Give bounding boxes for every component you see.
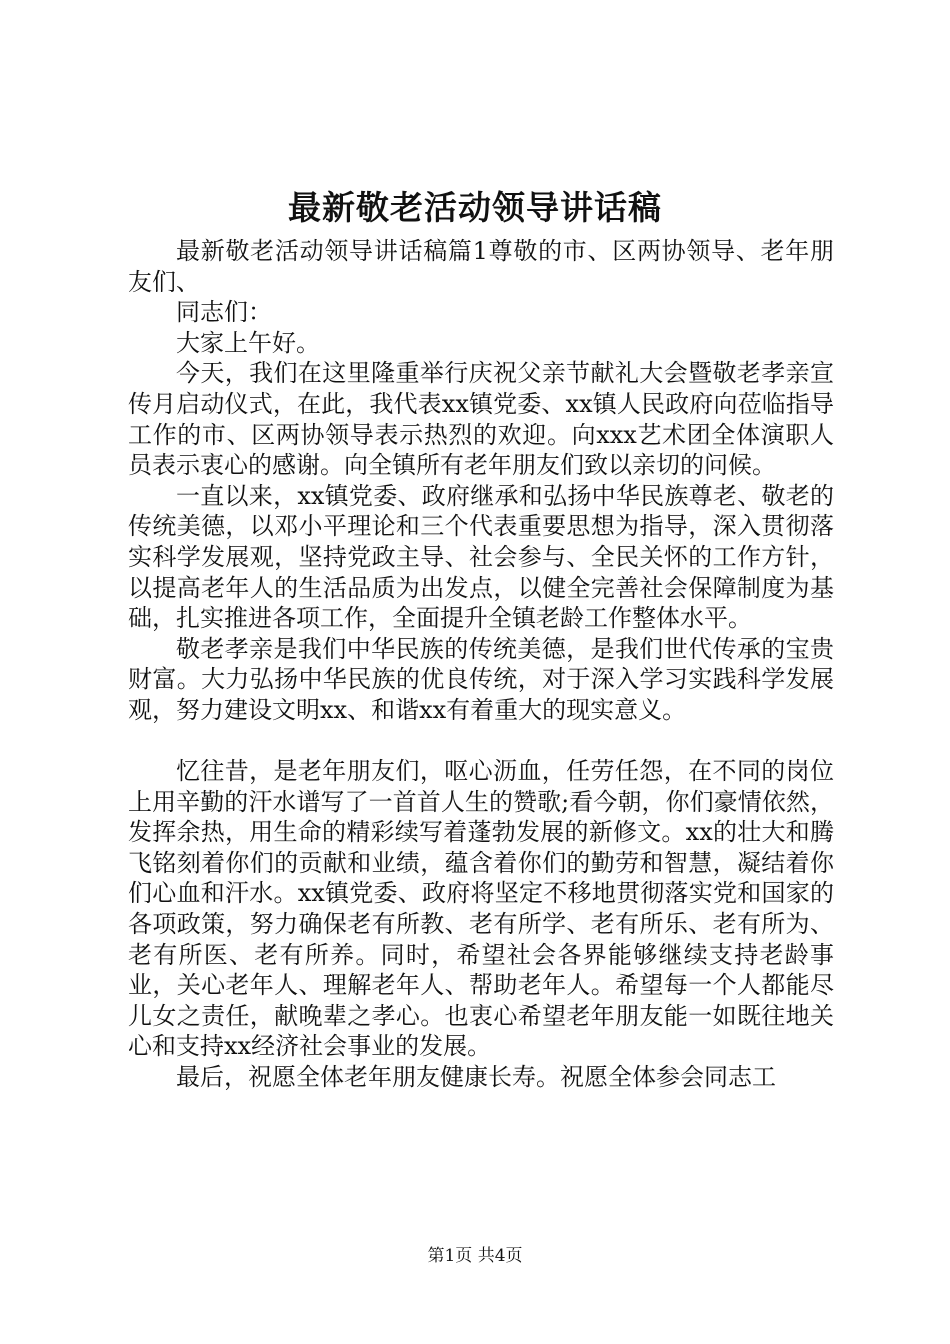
- page-number-footer: 第1页 共4页: [427, 1246, 523, 1266]
- paragraph-opening: 最新敬老活动领导讲话稿篇1尊敬的市、区两协领导、老年朋友们、: [128, 237, 834, 296]
- paragraph-achievements: 一直以来，xx镇党委、政府继承和弘扬中华民族尊老、敬老的传统美德，以邓小平理论和三个代表重要思想为指导，深入贯彻落实科学发展观，坚持党政主导、社会参与、全民关怀的工作方针，以提高老年人的生活品质为出发点，以健全完善社会保障制度为基础，扎实推进各项工作，全面提升全镇老龄工作整体水平。: [128, 481, 834, 633]
- paragraph-closing: 最后，祝愿全体老年朋友健康长寿。祝愿全体参会同志工: [176, 1063, 776, 1092]
- document-body: [128, 236, 834, 1093]
- paragraph-greeting: 大家上午好。: [176, 328, 320, 357]
- paragraph-spacer: [128, 726, 834, 757]
- paragraph-reflection: 忆往昔，是老年朋友们，呕心沥血，任劳任怨，在不同的岗位上用辛勤的汗水谱写了一首首人生的赞歌;看今朝，你们豪情依然，发挥余热，用生命的精彩续写着蓬勃发展的新修文。xx的壮大和腾飞铭刻着你们的贡献和业绩，蕴含着你们的勤劳和智慧，凝结着你们心血和汗水。xx镇党委、政府将坚定不移地贯彻落实党和国家的各项政策，努力确保老有所教、老有所学、老有所乐、老有所为、老有所医、老有所养。同时，希望社会各界能够继续支持老龄事业，关心老年人、理解老年人、帮助老年人。希望每一个人都能尽儿女之责任，献晚辈之孝心。也衷心希望老年朋友能一如既往地关心和支持xx经济社会事业的发展。: [128, 757, 834, 1061]
- paragraph-welcome: 今天，我们在这里隆重举行庆祝父亲节献礼大会暨敬老孝亲宣传月启动仪式，在此，我代表xx镇党委、xx镇人民政府向莅临指导工作的市、区两协领导表示热烈的欢迎。向xxx艺术团全体演职人员表示衷心的感谢。向全镇所有老年朋友们致以亲切的问候。: [128, 359, 834, 480]
- paragraph-salutation: 同志们：: [176, 298, 272, 327]
- paragraph-tradition: 敬老孝亲是我们中华民族的传统美德，是我们世代传承的宝贵财富。大力弘扬中华民族的优良传统，对于深入学习实践科学发展观，努力建设文明xx、和谐xx有着重大的现实意义。: [128, 634, 834, 724]
- document-title: 最新敬老活动领导讲话稿: [288, 188, 662, 227]
